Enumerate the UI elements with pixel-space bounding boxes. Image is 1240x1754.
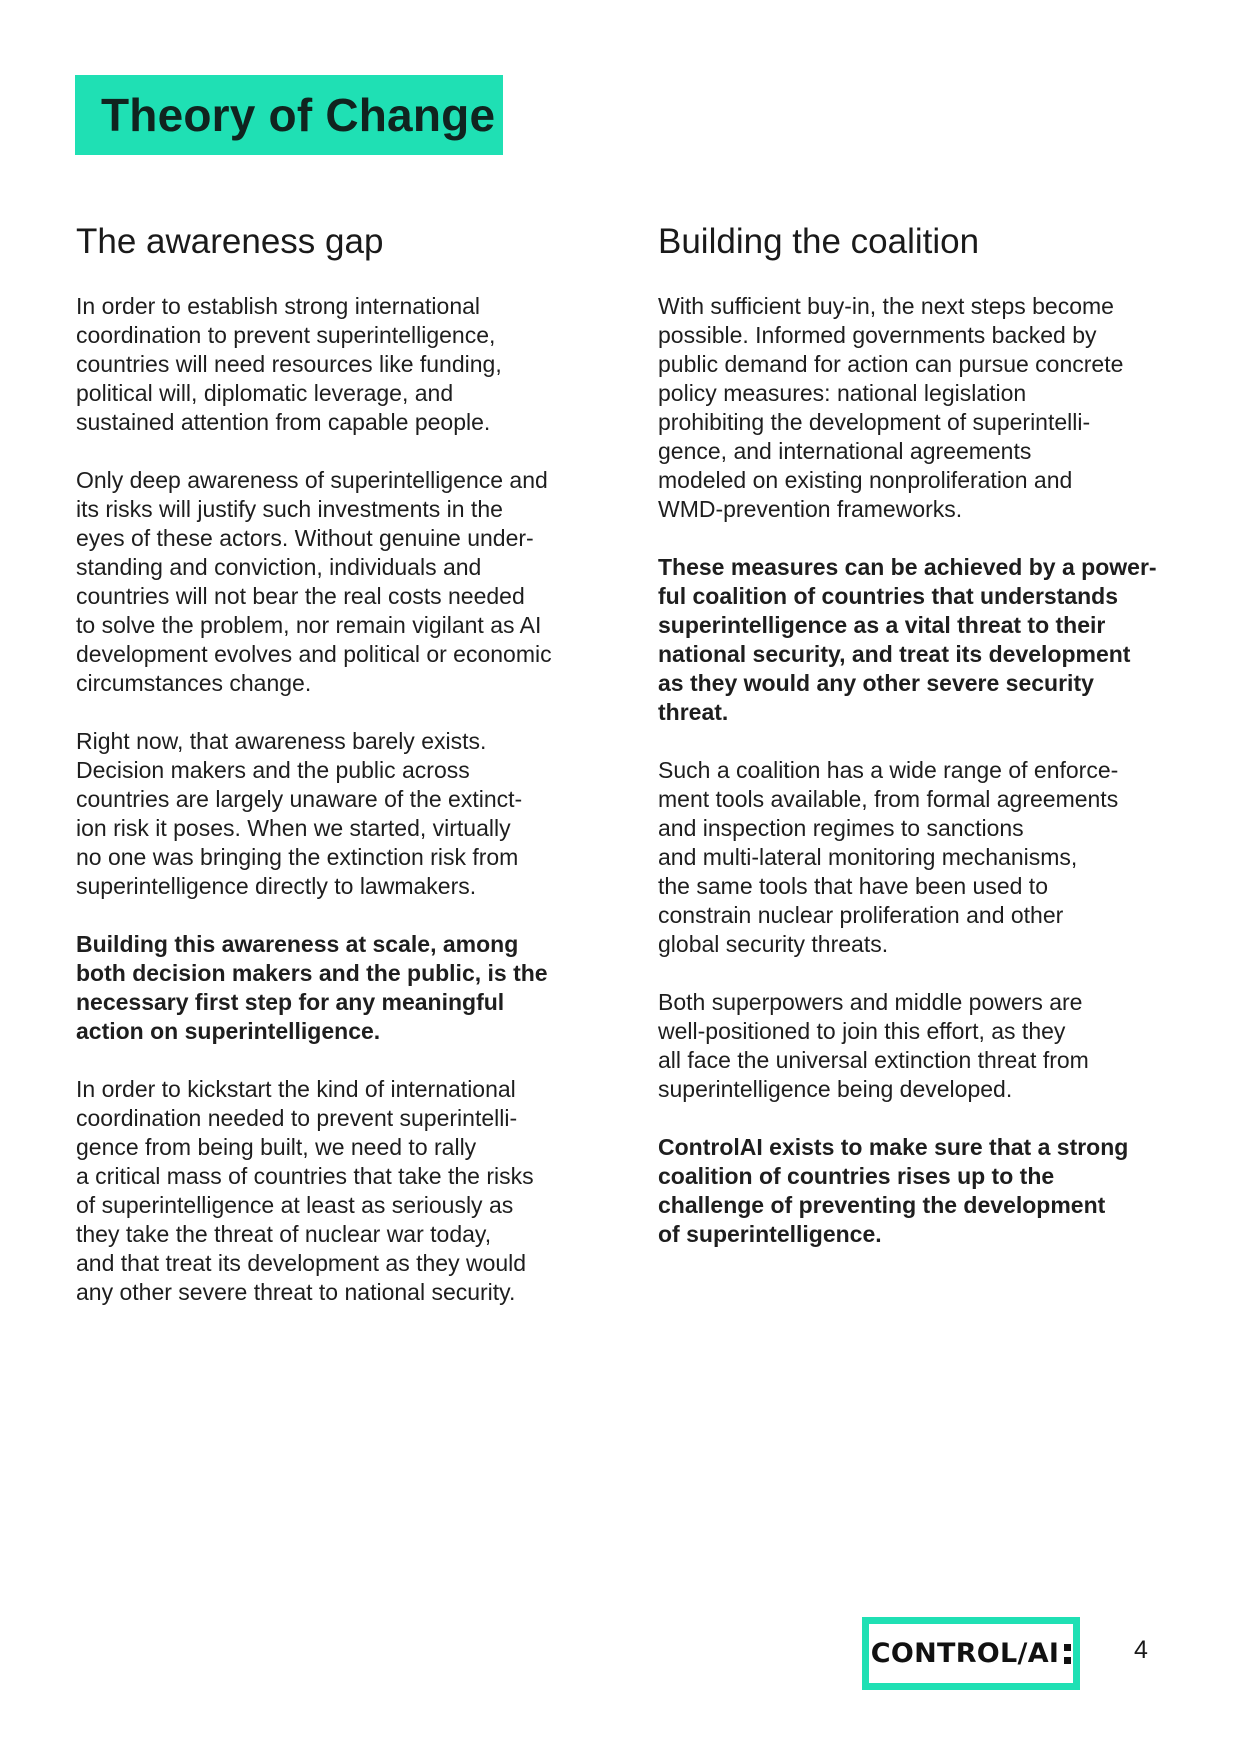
section-heading: The awareness gap	[76, 222, 384, 261]
page-number: 4	[1134, 1636, 1148, 1664]
section-heading: Building the coalition	[658, 222, 980, 261]
paragraph: With sufficient buy-in, the next steps become possible. Informed governments backed by public demand for action can pursue concrete policy measures: national legislation prohibiting the development of superintelli- gence, and international agreements modeled on existing nonproliferation and WMD-prevention frameworks.	[658, 293, 1124, 522]
page-title: Theory of Change	[101, 89, 496, 141]
emphasis-paragraph: These measures can be achieved by a power- ful coalition of countries that understands superintelligence as a vital threat to their national security, and treat its development as they would any other severe security threat.	[658, 554, 1157, 725]
paragraph: In order to establish strong international coordination to prevent superintelligence, countries will need resources like funding, political will, diplomatic leverage, and sustained attention from capable people.	[76, 293, 502, 435]
emphasis-paragraph: Building this awareness at scale, among both decision makers and the public, is the necessary first step for any meaningful action on superintelligence.	[76, 931, 548, 1044]
emphasis-paragraph: ControlAI exists to make sure that a strong coalition of countries rises up to the challenge of preventing the development of superintelligence.	[658, 1134, 1129, 1247]
awareness-gap-section	[76, 218, 596, 1336]
title-banner	[75, 75, 503, 155]
paragraph: Such a coalition has a wide range of enforce- ment tools available, from formal agreements and inspection regimes to sanctions and multi-lateral monitoring mechanisms, the same tools that have been used to constrain nuclear proliferation and other global security threats.	[658, 757, 1119, 957]
paragraph: In order to kickstart the kind of international coordination needed to prevent superintelli- gence from being built, we need to rally a critical mass of countries that take the risks of superintelligence at least as seriously as they take the threat of nuclear war today, and that treat its development as they would any other severe threat to national security.	[76, 1076, 534, 1305]
paragraph: Right now, that awareness barely exists. Decision makers and the public across countries are largely unaware of the extinct- ion risk it poses. When we started, virtually no one was bringing the extinction risk from superintelligence directly to lawmakers.	[76, 728, 523, 899]
paragraph: Only deep awareness of superintelligence and its risks will justify such investments in the eyes of these actors. Without genuine under- standing and conviction, individuals and countries will not bear the real costs needed to solve the problem, nor remain vigilant as AI development evolves and political or economic circumstances change.	[76, 467, 552, 696]
logo-text: CONTROL/AI	[870, 1638, 1060, 1669]
controlai-logo	[862, 1617, 1080, 1690]
paragraph: Both superpowers and middle powers are well-positioned to join this effort, as they all face the universal extinction threat from superintelligence being developed.	[658, 989, 1089, 1102]
logo-colon-icon	[1064, 1644, 1071, 1664]
building-coalition-section	[658, 218, 1178, 1278]
